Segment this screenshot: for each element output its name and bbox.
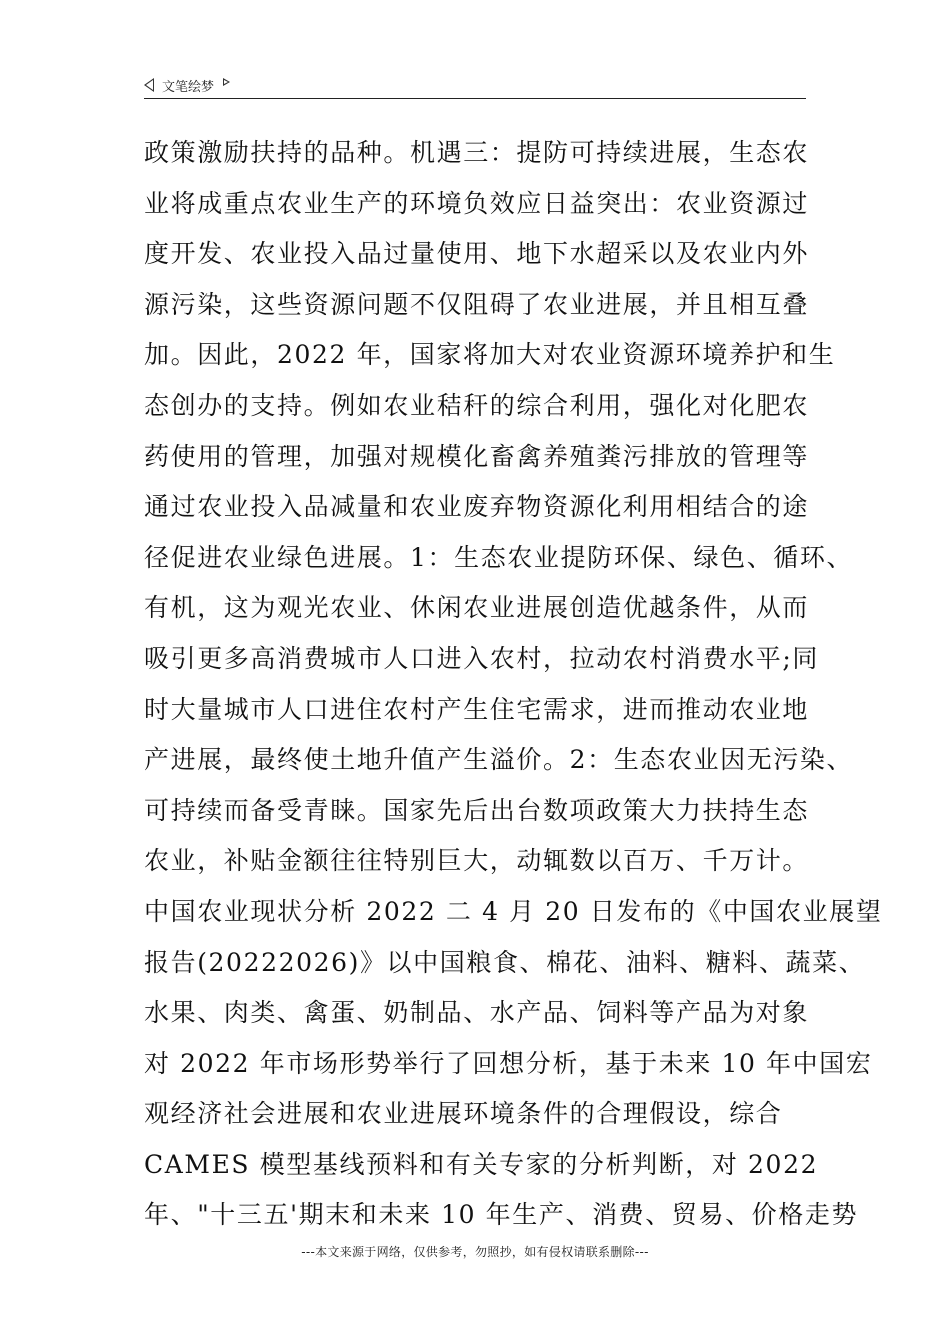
triangle-right-icon bbox=[223, 78, 230, 86]
body-text bbox=[144, 128, 883, 1241]
text-line: 度开发、农业投入品过量使用、地下水超采以及农业内外 bbox=[144, 239, 810, 269]
triangle-left-icon bbox=[144, 78, 154, 92]
text-line: 政策激励扶持的品种。机遇三：提防可持续进展，生态农 bbox=[144, 138, 810, 167]
text-line: 水果、肉类、禽蛋、奶制品、水产品、饲料等产品为对象 bbox=[144, 998, 810, 1028]
text-line: 业将成重点农业生产的环境负效应日益突出：农业资源过 bbox=[144, 188, 810, 218]
text-line: 通过农业投入品减量和农业废弃物资源化利用相结合的途 bbox=[144, 492, 810, 522]
text-line: 时大量城市人口进住农村产生住宅需求，进而推动农业地 bbox=[144, 694, 810, 724]
text-line: 吸引更多高消费城市人口进入农村，拉动农村消费水平;同 bbox=[144, 643, 820, 673]
page-header bbox=[144, 74, 230, 96]
text-line: 观经济社会进展和农业进展环境条件的合理假设，综合 bbox=[144, 1099, 783, 1129]
text-line: 产进展，最终使土地升值产生溢价。2：生态农业因无污染、 bbox=[144, 745, 854, 775]
text-line: 中国农业现状分析 2022 二 4 月 20 日发布的《中国农业展望 bbox=[144, 896, 883, 926]
text-line: 加。因此，2022 年，国家将加大对农业资源环境养护和生 bbox=[144, 340, 836, 370]
text-line: 可持续而备受青睐。国家先后出台数项政策大力扶持生态 bbox=[144, 795, 810, 825]
text-line: 药使用的管理，加强对规模化畜禽养殖粪污排放的管理等 bbox=[144, 441, 810, 471]
text-line: 年、"十三五'期末和未来 10 年生产、消费、贸易、价格走势 bbox=[144, 1200, 859, 1230]
header-title: 文笔绘梦 bbox=[162, 79, 215, 95]
text-line: 有机，这为观光农业、休闲农业进展创造优越条件，从而 bbox=[144, 593, 810, 623]
text-line: 报告(20222026)》以中国粮食、棉花、油料、糖料、蔬菜、 bbox=[144, 947, 866, 977]
header-divider bbox=[144, 98, 806, 99]
text-line: 源污染，这些资源问题不仅阻碍了农业进展，并且相互叠 bbox=[144, 289, 810, 319]
text-line: CAMES 模型基线预料和有关专家的分析判断，对 2022 bbox=[144, 1149, 819, 1179]
page-footer: ---本文来源于网络，仅供参考，勿照抄，如有侵权请联系删除--- bbox=[301, 1245, 649, 1259]
text-line: 农业，补贴金额往往特别巨大，动辄数以百万、千万计。 bbox=[144, 846, 810, 876]
text-line: 径促进农业绿色进展。1：生态农业提防环保、绿色、循环、 bbox=[144, 542, 854, 572]
text-line: 态创办的支持。例如农业秸秆的综合利用，强化对化肥农 bbox=[144, 390, 810, 420]
text-line: 对 2022 年市场形势举行了回想分析，基于未来 10 年中国宏 bbox=[144, 1048, 873, 1078]
